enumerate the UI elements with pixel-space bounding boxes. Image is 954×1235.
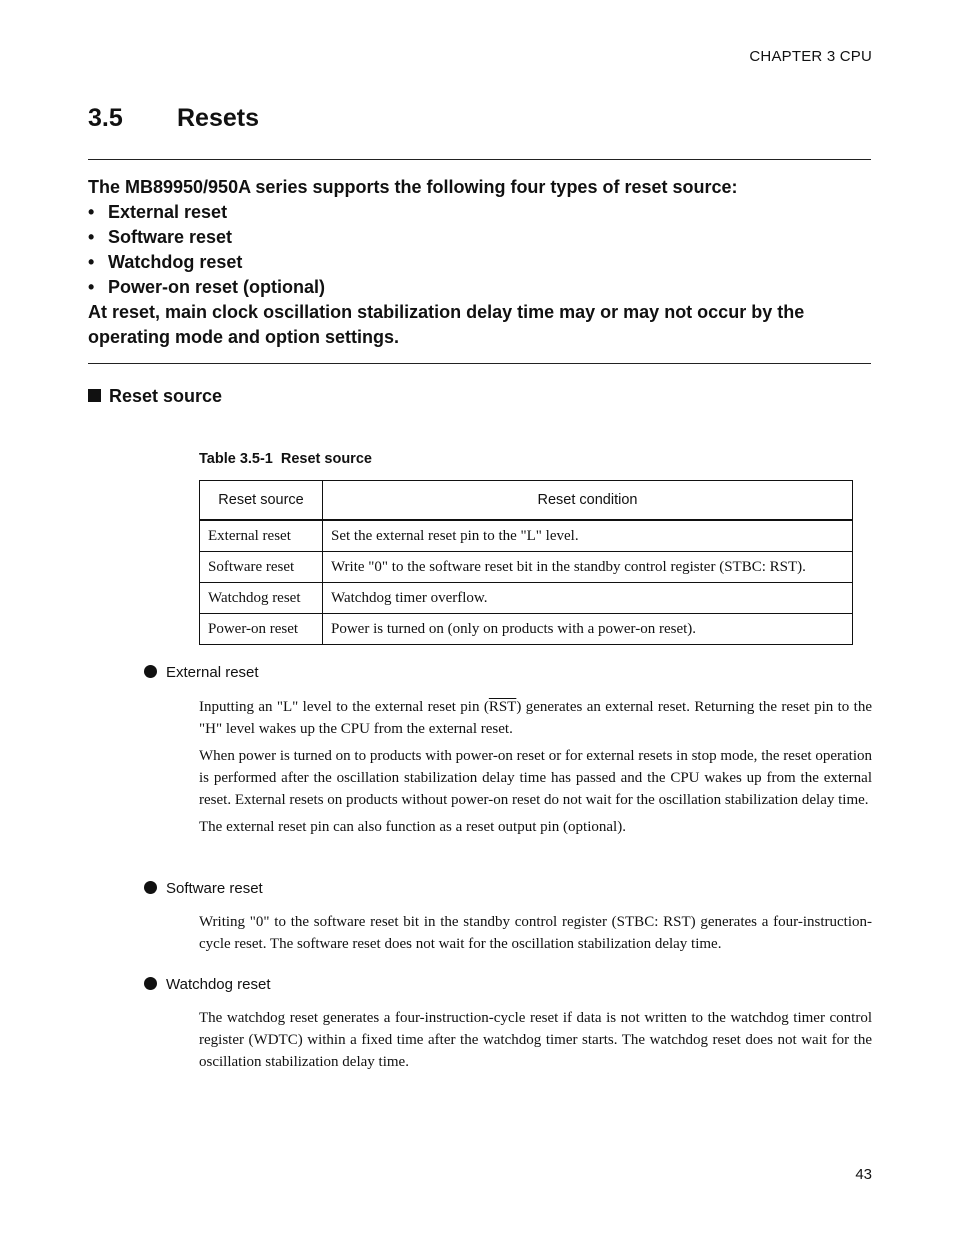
circle-bullet-icon xyxy=(144,881,157,894)
table-row xyxy=(200,614,853,645)
paragraph: The watchdog reset generates a four-instruction-cycle reset if data is not written to the watchdog timer control register (WDTC) within a fixed time after the watchdog timer starts. The watchdog reset does not wait for the oscillation stabilization delay time. xyxy=(199,1010,872,1070)
paragraph: The external reset pin can also function as a reset output pin (optional). xyxy=(199,819,626,835)
bullet-icon: • xyxy=(88,252,95,272)
reset-source-table xyxy=(199,480,853,645)
bullet-icon: • xyxy=(88,277,95,297)
section-number: 3.5 xyxy=(88,104,123,132)
table-cell: Write "0" to the software reset bit in the standby control register (STBC: RST). xyxy=(323,552,853,583)
reset-type-list xyxy=(88,200,871,300)
bottom-divider xyxy=(88,363,871,364)
list-item: • Power-on reset (optional) xyxy=(88,275,871,300)
paragraph: When power is turned on to products with power-on reset or for external resets in stop mode, the reset operation is performed after the oscillation stabilization delay time has passed and the CPU wakes up from the external reset. External resets on products without power-on reset do not wait for the oscillation stabilization delay time. xyxy=(199,748,872,808)
table-caption: Table 3.5-1 Reset source xyxy=(199,451,372,467)
table-cell: Watchdog timer overflow. xyxy=(323,583,853,614)
paragraph: Writing "0" to the software reset bit in the standby control register (STBC: RST) generates a four-instruction-cycle reset. The software reset does not wait for the oscillation stabilization delay time. xyxy=(199,914,872,952)
running-header: CHAPTER 3 CPU xyxy=(749,48,872,65)
summary-box xyxy=(88,175,871,350)
reset-source-heading: Reset source xyxy=(88,386,222,407)
external-reset-body xyxy=(199,696,872,843)
table-cell: Software reset xyxy=(200,552,323,583)
list-item: • External reset xyxy=(88,200,871,225)
page-number: 43 xyxy=(855,1166,872,1183)
table-row xyxy=(200,583,853,614)
table-cell: External reset xyxy=(200,520,323,552)
software-reset-body xyxy=(199,911,872,960)
table-cell: Power-on reset xyxy=(200,614,323,645)
external-reset-heading: External reset xyxy=(144,664,259,681)
table-cell: Watchdog reset xyxy=(200,583,323,614)
circle-bullet-icon xyxy=(144,977,157,990)
circle-bullet-icon xyxy=(144,665,157,678)
table-cell: Set the external reset pin to the "L" level. xyxy=(323,520,853,552)
section-title: Resets xyxy=(177,104,259,132)
square-bullet-icon xyxy=(88,389,101,402)
paragraph: Inputting an "L" level to the external reset pin $(\overline{RST})$ generates an external reset. Returning the reset pin to the "H" level wakes up the CPU from the external reset. xyxy=(199,699,872,737)
bullet-icon: • xyxy=(88,202,95,222)
table-header-row xyxy=(200,481,853,521)
table-row xyxy=(200,552,853,583)
software-reset-heading: Software reset xyxy=(144,880,263,897)
summary-intro: The MB89950/950A series supports the following four types of reset source: xyxy=(88,177,738,197)
table-row xyxy=(200,520,853,552)
column-header: Reset condition xyxy=(323,481,853,521)
column-header: Reset source xyxy=(200,481,323,521)
watchdog-reset-body xyxy=(199,1007,872,1078)
top-divider xyxy=(88,159,871,160)
list-item: • Watchdog reset xyxy=(88,250,871,275)
summary-outro: At reset, main clock oscillation stabilization delay time may or may not occur by the operating mode and option settings. xyxy=(88,302,805,347)
table-cell: Power is turned on (only on products with a power-on reset). xyxy=(323,614,853,645)
bullet-icon: • xyxy=(88,227,95,247)
rst-pin-label: $\overline{RST}$ xyxy=(488,699,517,715)
watchdog-reset-heading: Watchdog reset xyxy=(144,976,271,993)
list-item: • Software reset xyxy=(88,225,871,250)
